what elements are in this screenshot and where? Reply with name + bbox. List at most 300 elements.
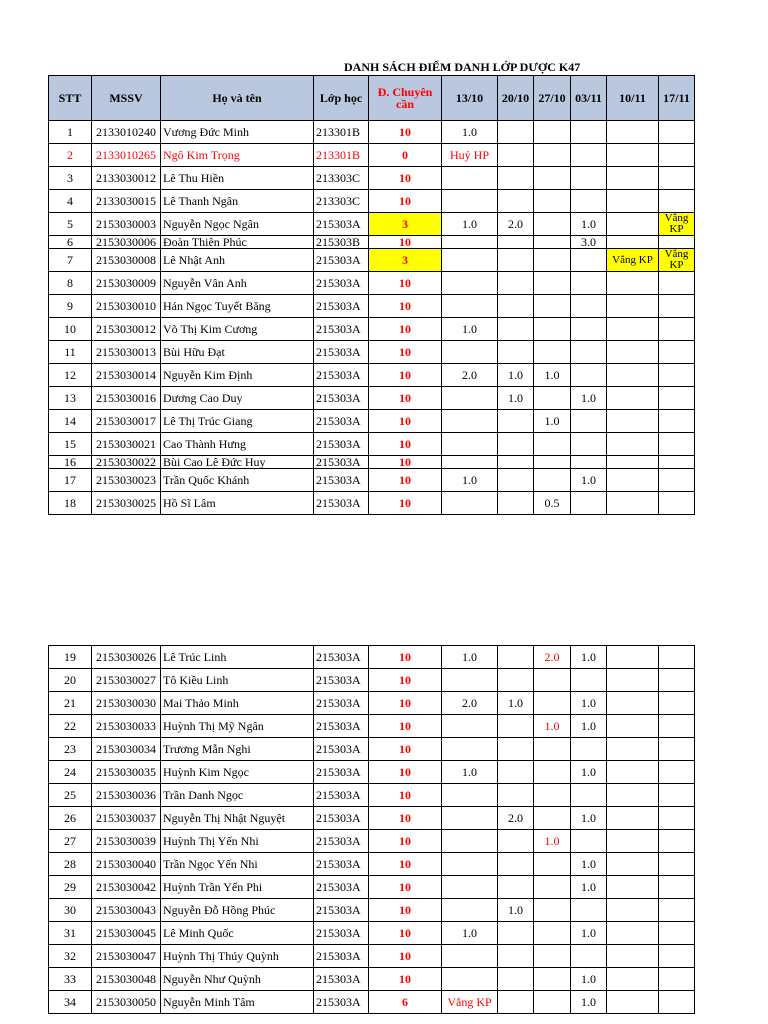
cell-date-4: 1.0 xyxy=(571,469,607,492)
cell-stt: 27 xyxy=(49,830,92,853)
cell-score: 10 xyxy=(369,945,442,968)
cell-date-1 xyxy=(442,669,498,692)
cell-date-5 xyxy=(607,167,659,190)
cell-stt: 29 xyxy=(49,876,92,899)
cell-date-2 xyxy=(498,738,534,761)
cell-date-1 xyxy=(442,272,498,295)
cell-date-1: 1.0 xyxy=(442,469,498,492)
cell-date-5 xyxy=(607,144,659,167)
cell-date-4 xyxy=(571,492,607,515)
cell-date-1: 1.0 xyxy=(442,646,498,669)
table-row xyxy=(49,167,695,190)
cell-stt: 28 xyxy=(49,853,92,876)
table-row xyxy=(49,968,695,991)
cell-mssv: 2153030037 xyxy=(92,807,161,830)
cell-score: 10 xyxy=(369,922,442,945)
cell-mssv: 2133010265 xyxy=(92,144,161,167)
table-row xyxy=(49,807,695,830)
cell-score: 3 xyxy=(369,213,442,236)
cell-date-1 xyxy=(442,945,498,968)
cell-date-1: Vắng KP xyxy=(442,991,498,1014)
cell-date-4 xyxy=(571,945,607,968)
cell-date-5 xyxy=(607,784,659,807)
header-lop-hoc: Lớp học xyxy=(314,76,369,121)
cell-mssv: 2153030017 xyxy=(92,410,161,433)
cell-lop: 215303A xyxy=(314,318,369,341)
cell-date-4 xyxy=(571,899,607,922)
table-row xyxy=(49,692,695,715)
cell-date-5: Vắng KP xyxy=(607,249,659,272)
cell-date-5 xyxy=(607,272,659,295)
cell-date-5 xyxy=(607,692,659,715)
cell-score: 10 xyxy=(369,492,442,515)
cell-score: 10 xyxy=(369,876,442,899)
cell-date-4 xyxy=(571,249,607,272)
cell-date-6 xyxy=(659,295,695,318)
table-row xyxy=(49,272,695,295)
cell-date-5 xyxy=(607,991,659,1014)
cell-date-1 xyxy=(442,899,498,922)
cell-date-6 xyxy=(659,387,695,410)
cell-date-5 xyxy=(607,807,659,830)
cell-name: Vương Đức Minh xyxy=(161,121,314,144)
cell-stt: 34 xyxy=(49,991,92,1014)
cell-date-1 xyxy=(442,433,498,456)
table-row xyxy=(49,830,695,853)
cell-mssv: 2153030050 xyxy=(92,991,161,1014)
cell-name: Lê Trúc Linh xyxy=(161,646,314,669)
cell-date-3: 0.5 xyxy=(534,492,571,515)
cell-date-1: 1.0 xyxy=(442,761,498,784)
cell-date-3 xyxy=(534,121,571,144)
cell-stt: 14 xyxy=(49,410,92,433)
cell-date-6 xyxy=(659,410,695,433)
cell-stt: 18 xyxy=(49,492,92,515)
cell-date-4: 1.0 xyxy=(571,991,607,1014)
cell-date-2 xyxy=(498,830,534,853)
table-row xyxy=(49,991,695,1014)
cell-date-4: 1.0 xyxy=(571,876,607,899)
cell-date-1 xyxy=(442,341,498,364)
cell-date-6 xyxy=(659,190,695,213)
cell-name: Ngô Kim Trọng xyxy=(161,144,314,167)
cell-stt: 30 xyxy=(49,899,92,922)
cell-date-5 xyxy=(607,433,659,456)
cell-date-1 xyxy=(442,876,498,899)
cell-lop: 215303A xyxy=(314,807,369,830)
cell-date-2 xyxy=(498,272,534,295)
cell-name: Huỳnh Thị Mỹ Ngân xyxy=(161,715,314,738)
cell-date-1 xyxy=(442,387,498,410)
cell-lop: 213301B xyxy=(314,121,369,144)
table-row xyxy=(49,492,695,515)
cell-mssv: 2153030035 xyxy=(92,761,161,784)
cell-lop: 215303A xyxy=(314,853,369,876)
cell-date-1 xyxy=(442,236,498,249)
cell-lop: 213303C xyxy=(314,167,369,190)
cell-score: 10 xyxy=(369,456,442,469)
cell-stt: 24 xyxy=(49,761,92,784)
attendance-table-page-1 xyxy=(48,75,695,515)
header-date-1: 13/10 xyxy=(442,76,498,121)
cell-stt: 15 xyxy=(49,433,92,456)
cell-lop: 215303A xyxy=(314,899,369,922)
table-row xyxy=(49,646,695,669)
cell-date-6 xyxy=(659,922,695,945)
cell-stt: 16 xyxy=(49,456,92,469)
cell-mssv: 2153030045 xyxy=(92,922,161,945)
table-row xyxy=(49,364,695,387)
cell-date-6 xyxy=(659,784,695,807)
cell-name: Hồ Sĩ Lâm xyxy=(161,492,314,515)
cell-score: 10 xyxy=(369,318,442,341)
cell-date-1 xyxy=(442,715,498,738)
cell-name: Huỳnh Thị Thúy Quỳnh xyxy=(161,945,314,968)
table-row xyxy=(49,761,695,784)
table-row xyxy=(49,876,695,899)
cell-date-5 xyxy=(607,410,659,433)
cell-stt: 6 xyxy=(49,236,92,249)
cell-date-2 xyxy=(498,433,534,456)
cell-date-3 xyxy=(534,387,571,410)
cell-score: 10 xyxy=(369,899,442,922)
cell-name: Huỳnh Kim Ngọc xyxy=(161,761,314,784)
cell-score: 10 xyxy=(369,433,442,456)
cell-lop: 215303A xyxy=(314,692,369,715)
cell-mssv: 2153030040 xyxy=(92,853,161,876)
cell-name: Lê Minh Quốc xyxy=(161,922,314,945)
cell-date-4 xyxy=(571,272,607,295)
cell-date-4 xyxy=(571,318,607,341)
cell-stt: 17 xyxy=(49,469,92,492)
cell-name: Hán Ngọc Tuyết Băng xyxy=(161,295,314,318)
cell-mssv: 2153030047 xyxy=(92,945,161,968)
cell-date-2 xyxy=(498,121,534,144)
cell-name: Trần Danh Ngọc xyxy=(161,784,314,807)
table-row xyxy=(49,144,695,167)
cell-name: Cao Thành Hưng xyxy=(161,433,314,456)
cell-date-3 xyxy=(534,853,571,876)
cell-date-3 xyxy=(534,144,571,167)
cell-date-3 xyxy=(534,669,571,692)
cell-score: 10 xyxy=(369,295,442,318)
cell-date-1 xyxy=(442,830,498,853)
cell-mssv: 2153030033 xyxy=(92,715,161,738)
cell-date-4 xyxy=(571,738,607,761)
cell-date-3 xyxy=(534,876,571,899)
cell-date-5 xyxy=(607,945,659,968)
cell-date-6 xyxy=(659,669,695,692)
cell-date-1 xyxy=(442,190,498,213)
cell-name: Nguyễn Vân Anh xyxy=(161,272,314,295)
cell-date-5 xyxy=(607,121,659,144)
cell-date-1 xyxy=(442,968,498,991)
cell-date-4: 3.0 xyxy=(571,236,607,249)
cell-date-2 xyxy=(498,853,534,876)
cell-lop: 215303A xyxy=(314,876,369,899)
cell-date-1 xyxy=(442,492,498,515)
cell-date-4 xyxy=(571,121,607,144)
cell-stt: 2 xyxy=(49,144,92,167)
cell-date-6 xyxy=(659,272,695,295)
cell-name: Huỳnh Thị Yến Nhi xyxy=(161,830,314,853)
cell-mssv: 2153030003 xyxy=(92,213,161,236)
cell-lop: 215303A xyxy=(314,968,369,991)
cell-date-4 xyxy=(571,167,607,190)
cell-stt: 31 xyxy=(49,922,92,945)
cell-score: 10 xyxy=(369,807,442,830)
header-ho-ten: Họ và tên xyxy=(161,76,314,121)
cell-date-2: 1.0 xyxy=(498,364,534,387)
cell-name: Võ Thị Kim Cương xyxy=(161,318,314,341)
cell-date-6 xyxy=(659,469,695,492)
cell-date-2: 1.0 xyxy=(498,387,534,410)
cell-date-3 xyxy=(534,167,571,190)
cell-date-3: 1.0 xyxy=(534,715,571,738)
cell-date-4: 1.0 xyxy=(571,692,607,715)
cell-date-1: 2.0 xyxy=(442,692,498,715)
cell-lop: 215303A xyxy=(314,646,369,669)
cell-date-3 xyxy=(534,968,571,991)
cell-date-6 xyxy=(659,899,695,922)
cell-date-1 xyxy=(442,295,498,318)
cell-date-5 xyxy=(607,899,659,922)
table-row xyxy=(49,318,695,341)
cell-date-6 xyxy=(659,761,695,784)
cell-lop: 215303A xyxy=(314,738,369,761)
cell-date-2 xyxy=(498,492,534,515)
cell-date-4: 1.0 xyxy=(571,968,607,991)
cell-lop: 215303A xyxy=(314,387,369,410)
header-date-4: 03/11 xyxy=(571,76,607,121)
cell-stt: 21 xyxy=(49,692,92,715)
cell-name: Bùi Cao Lê Đức Huy xyxy=(161,456,314,469)
cell-stt: 25 xyxy=(49,784,92,807)
cell-score: 10 xyxy=(369,167,442,190)
table-row xyxy=(49,433,695,456)
header-date-5: 10/11 xyxy=(607,76,659,121)
cell-lop: 215303A xyxy=(314,456,369,469)
cell-score: 10 xyxy=(369,190,442,213)
cell-stt: 22 xyxy=(49,715,92,738)
cell-lop: 215303A xyxy=(314,830,369,853)
cell-date-1 xyxy=(442,456,498,469)
cell-date-2 xyxy=(498,167,534,190)
cell-date-3 xyxy=(534,295,571,318)
cell-date-6 xyxy=(659,738,695,761)
cell-name: Trần Ngọc Yến Nhi xyxy=(161,853,314,876)
cell-mssv: 2153030036 xyxy=(92,784,161,807)
cell-date-2 xyxy=(498,469,534,492)
cell-date-3 xyxy=(534,236,571,249)
cell-date-1 xyxy=(442,853,498,876)
cell-stt: 13 xyxy=(49,387,92,410)
cell-date-4 xyxy=(571,364,607,387)
cell-name: Nguyễn Minh Tâm xyxy=(161,991,314,1014)
cell-date-3 xyxy=(534,991,571,1014)
cell-lop: 215303A xyxy=(314,715,369,738)
cell-date-5 xyxy=(607,922,659,945)
cell-date-1: 1.0 xyxy=(442,318,498,341)
cell-name: Huỳnh Trần Yến Phi xyxy=(161,876,314,899)
cell-score: 10 xyxy=(369,121,442,144)
cell-name: Lê Thị Trúc Giang xyxy=(161,410,314,433)
cell-date-3 xyxy=(534,945,571,968)
cell-name: Trần Quốc Khánh xyxy=(161,469,314,492)
cell-lop: 215303A xyxy=(314,364,369,387)
cell-date-1: 1.0 xyxy=(442,213,498,236)
cell-stt: 12 xyxy=(49,364,92,387)
cell-name: Mai Thảo Minh xyxy=(161,692,314,715)
cell-mssv: 2153030027 xyxy=(92,669,161,692)
cell-mssv: 2153030008 xyxy=(92,249,161,272)
cell-date-3 xyxy=(534,807,571,830)
cell-date-2: 1.0 xyxy=(498,692,534,715)
table-row xyxy=(49,387,695,410)
table-row xyxy=(49,213,695,236)
cell-date-6 xyxy=(659,433,695,456)
cell-mssv: 2153030013 xyxy=(92,341,161,364)
cell-stt: 32 xyxy=(49,945,92,968)
cell-name: Trương Mẫn Nghi xyxy=(161,738,314,761)
cell-date-5 xyxy=(607,364,659,387)
cell-date-2 xyxy=(498,945,534,968)
cell-score: 10 xyxy=(369,738,442,761)
cell-date-1 xyxy=(442,410,498,433)
cell-mssv: 2153030034 xyxy=(92,738,161,761)
cell-stt: 3 xyxy=(49,167,92,190)
cell-date-3 xyxy=(534,784,571,807)
cell-date-1: Huỷ HP xyxy=(442,144,498,167)
cell-date-6 xyxy=(659,144,695,167)
cell-score: 10 xyxy=(369,646,442,669)
cell-date-5 xyxy=(607,492,659,515)
table-row xyxy=(49,236,695,249)
cell-date-6 xyxy=(659,807,695,830)
header-date-3: 27/10 xyxy=(534,76,571,121)
cell-date-2 xyxy=(498,876,534,899)
cell-date-6 xyxy=(659,121,695,144)
cell-mssv: 2153030016 xyxy=(92,387,161,410)
cell-name: Nguyễn Kim Định xyxy=(161,364,314,387)
cell-name: Nguyễn Như Quỳnh xyxy=(161,968,314,991)
cell-date-6 xyxy=(659,876,695,899)
cell-stt: 19 xyxy=(49,646,92,669)
cell-date-5 xyxy=(607,295,659,318)
cell-date-4 xyxy=(571,295,607,318)
cell-date-3: 1.0 xyxy=(534,410,571,433)
cell-stt: 23 xyxy=(49,738,92,761)
cell-date-4: 1.0 xyxy=(571,715,607,738)
cell-lop: 215303A xyxy=(314,272,369,295)
cell-lop: 215303A xyxy=(314,991,369,1014)
cell-date-3 xyxy=(534,738,571,761)
cell-score: 10 xyxy=(369,830,442,853)
cell-date-5 xyxy=(607,469,659,492)
cell-date-4: 1.0 xyxy=(571,807,607,830)
cell-date-4 xyxy=(571,669,607,692)
cell-score: 10 xyxy=(369,341,442,364)
cell-name: Nguyễn Thị Nhật Nguyệt xyxy=(161,807,314,830)
cell-stt: 7 xyxy=(49,249,92,272)
cell-mssv: 2153030022 xyxy=(92,456,161,469)
cell-date-2: 2.0 xyxy=(498,213,534,236)
cell-date-3 xyxy=(534,341,571,364)
cell-date-3 xyxy=(534,761,571,784)
table-row xyxy=(49,469,695,492)
cell-date-1: 1.0 xyxy=(442,922,498,945)
cell-date-6: Vắng KP xyxy=(659,213,695,236)
header-date-6: 17/11 xyxy=(659,76,695,121)
cell-mssv: 2153030048 xyxy=(92,968,161,991)
cell-date-2 xyxy=(498,318,534,341)
cell-score: 0 xyxy=(369,144,442,167)
cell-date-3 xyxy=(534,213,571,236)
table-row xyxy=(49,899,695,922)
cell-name: Lê Thanh Ngân xyxy=(161,190,314,213)
cell-stt: 10 xyxy=(49,318,92,341)
cell-date-5 xyxy=(607,876,659,899)
cell-date-2 xyxy=(498,991,534,1014)
cell-mssv: 2153030014 xyxy=(92,364,161,387)
cell-mssv: 2153030025 xyxy=(92,492,161,515)
table-row xyxy=(49,295,695,318)
cell-date-4: 1.0 xyxy=(571,761,607,784)
cell-date-5 xyxy=(607,646,659,669)
cell-mssv: 2153030030 xyxy=(92,692,161,715)
cell-date-5 xyxy=(607,830,659,853)
cell-date-3 xyxy=(534,433,571,456)
table-row xyxy=(49,922,695,945)
cell-date-3: 1.0 xyxy=(534,364,571,387)
cell-name: Nguyễn Ngọc Ngân xyxy=(161,213,314,236)
cell-name: Đoàn Thiên Phúc xyxy=(161,236,314,249)
cell-mssv: 2133030012 xyxy=(92,167,161,190)
cell-date-6 xyxy=(659,968,695,991)
cell-date-1 xyxy=(442,784,498,807)
cell-score: 10 xyxy=(369,272,442,295)
cell-date-4 xyxy=(571,433,607,456)
header-chuyen-can: Đ. Chuyên cần xyxy=(369,76,442,121)
cell-date-4: 1.0 xyxy=(571,646,607,669)
cell-date-5 xyxy=(607,387,659,410)
cell-stt: 5 xyxy=(49,213,92,236)
cell-date-2 xyxy=(498,295,534,318)
page-title: DANH SÁCH ĐIỂM DANH LỚP DƯỢC K47 xyxy=(344,60,581,74)
header-stt: STT xyxy=(49,76,92,121)
cell-date-2 xyxy=(498,341,534,364)
header-mssv: MSSV xyxy=(92,76,161,121)
cell-lop: 215303B xyxy=(314,236,369,249)
cell-date-3 xyxy=(534,692,571,715)
cell-date-6: Vắng KP xyxy=(659,249,695,272)
cell-date-5 xyxy=(607,213,659,236)
cell-name: Dương Cao Duy xyxy=(161,387,314,410)
cell-date-3 xyxy=(534,190,571,213)
cell-mssv: 2153030021 xyxy=(92,433,161,456)
cell-name: Lê Nhật Anh xyxy=(161,249,314,272)
cell-score: 10 xyxy=(369,669,442,692)
cell-date-3 xyxy=(534,899,571,922)
cell-stt: 11 xyxy=(49,341,92,364)
cell-date-4: 1.0 xyxy=(571,387,607,410)
cell-date-3 xyxy=(534,272,571,295)
cell-lop: 215303A xyxy=(314,761,369,784)
cell-date-2 xyxy=(498,249,534,272)
cell-lop: 215303A xyxy=(314,213,369,236)
cell-date-4 xyxy=(571,144,607,167)
cell-date-3 xyxy=(534,469,571,492)
